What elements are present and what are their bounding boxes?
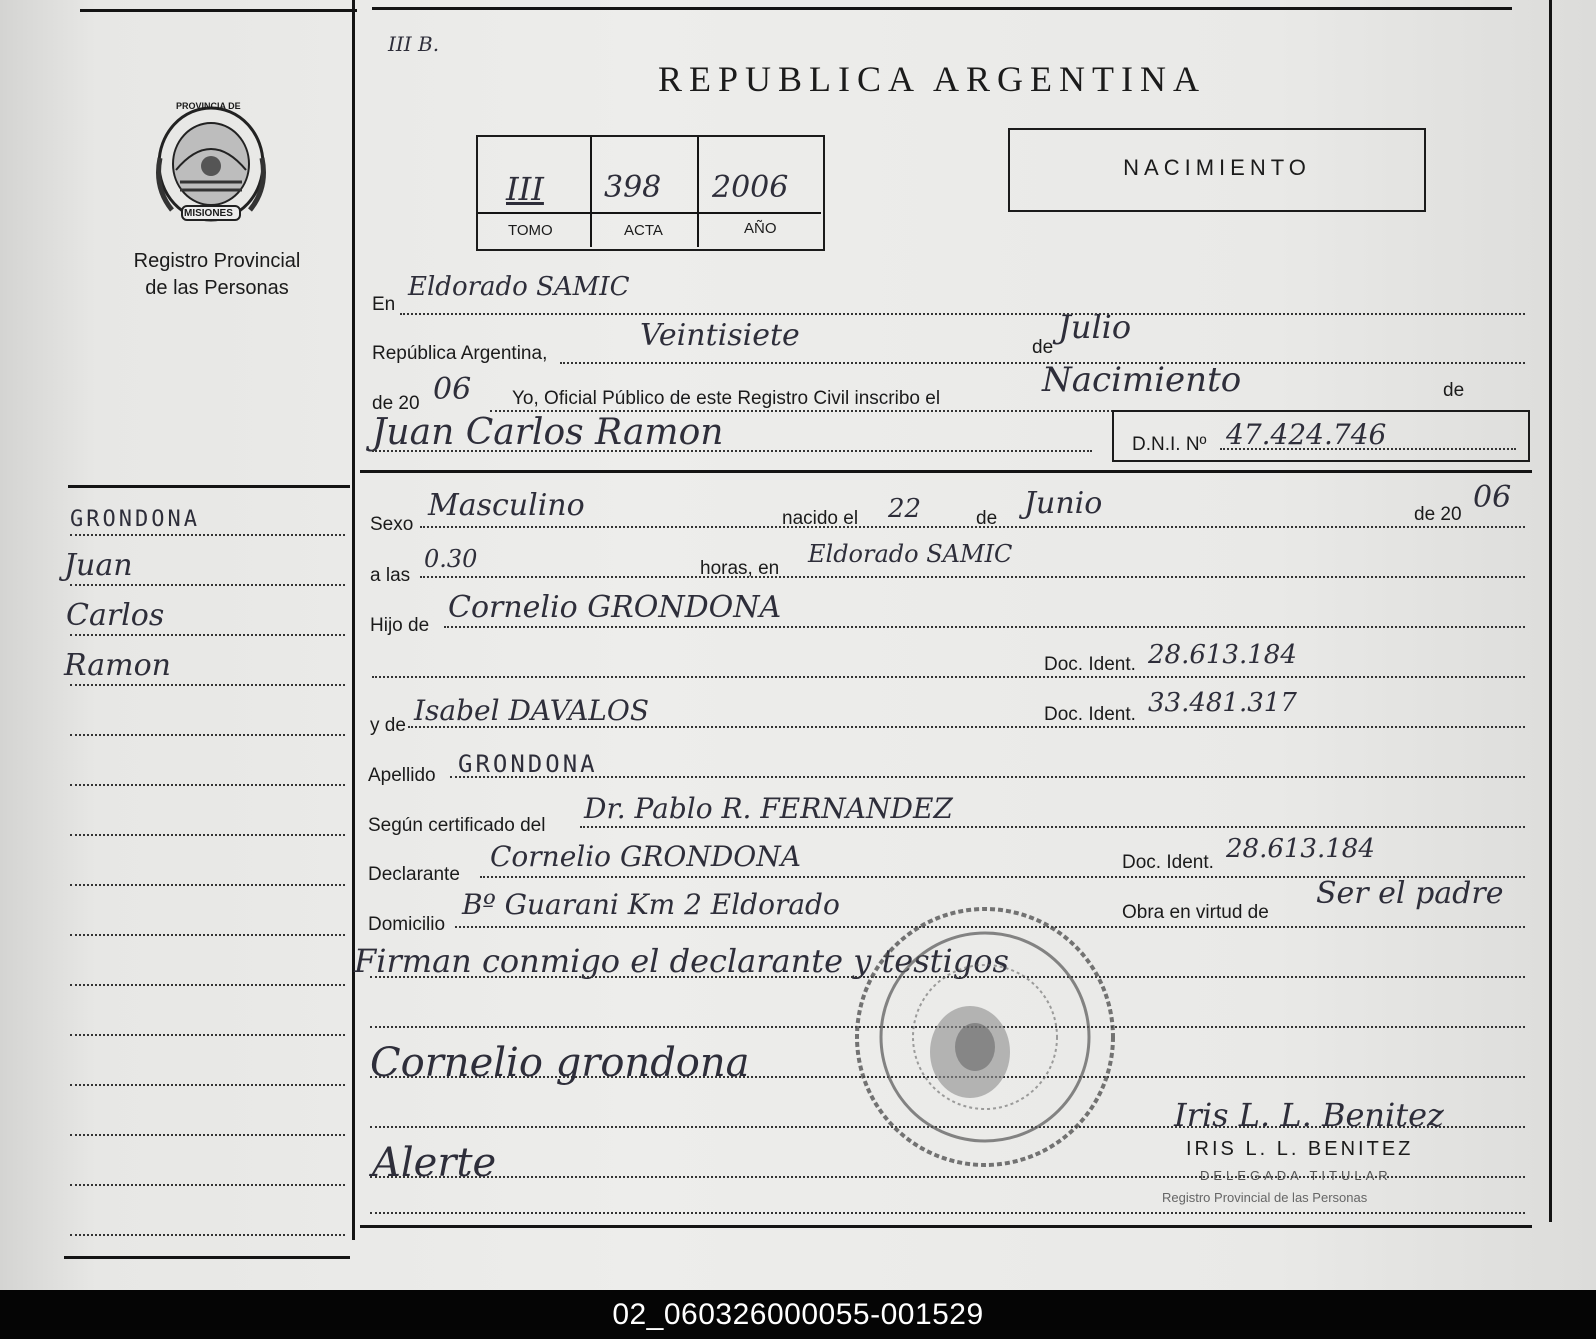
sexo-line — [420, 526, 1525, 528]
official-signature: Iris L. L. Benitez — [1174, 1096, 1444, 1134]
margin-line-7 — [70, 834, 345, 836]
alas-value: 0.30 — [424, 545, 478, 573]
anio-suffix: 06 — [433, 372, 472, 407]
de-label-1: de — [1032, 337, 1054, 358]
segun-label: Según certificado del — [368, 815, 546, 836]
margin-line-10 — [70, 984, 345, 986]
apellido-line — [450, 776, 1525, 778]
dia-value: Veintisiete — [640, 318, 800, 353]
doc-ident-label-1: Doc. Ident. — [1044, 654, 1136, 675]
nombre-value: Juan Carlos Ramon — [372, 412, 724, 453]
margin-line-2 — [70, 584, 345, 586]
anio-label: AÑO — [744, 220, 777, 237]
oficial-text: Yo, Oficial Público de este Registro Civil inscribo el — [512, 388, 941, 409]
obra-value: Ser el padre — [1316, 876, 1504, 911]
acta-value: 398 — [604, 170, 662, 205]
right-border — [1549, 0, 1552, 1222]
margin-line-11 — [70, 1034, 345, 1036]
segun-value: Dr. Pablo R. FERNANDEZ — [584, 792, 953, 825]
seal-text-bottom: MISIONES — [184, 208, 233, 219]
padre-doc-line — [372, 676, 1525, 678]
nombre-line — [372, 450, 1092, 452]
doc-ident-label-3: Doc. Ident. — [1122, 852, 1214, 873]
official-office: Registro Provincial de las Personas — [1162, 1190, 1368, 1205]
declarant-signature: Cornelio grondona — [370, 1040, 750, 1086]
domicilio-value: Bº Guarani Km 2 Eldorado — [462, 888, 840, 921]
left-mid-rule — [68, 485, 350, 488]
margin-line-5 — [70, 734, 345, 736]
acto-value: Nacimiento — [1042, 360, 1242, 400]
registry-name-line1: Registro Provincial — [133, 250, 301, 272]
padre-value: Cornelio GRONDONA — [448, 590, 782, 625]
bottom-right-rule — [360, 1225, 1532, 1228]
main-divider — [352, 0, 355, 1240]
en-label: En — [372, 294, 396, 315]
segun-line — [580, 826, 1525, 828]
blank-line-5 — [370, 1212, 1525, 1214]
obra-label: Obra en virtud de — [1122, 902, 1269, 923]
witness-signature: Alerte — [372, 1140, 497, 1186]
anio-value: 2006 — [712, 170, 789, 205]
margin-name-2: Carlos — [66, 598, 165, 633]
bottom-left-rule — [64, 1256, 350, 1259]
anio-prefix: de 20 — [372, 393, 420, 414]
right-mid-rule — [360, 470, 1532, 473]
madre-doc: 33.481.317 — [1148, 688, 1297, 718]
declarante-value: Cornelio GRONDONA — [490, 840, 801, 873]
de-label-2: de — [1443, 380, 1465, 401]
top-left-rule — [80, 9, 357, 12]
alas-line — [420, 576, 1525, 578]
apellido-label: Apellido — [368, 765, 436, 786]
hijo-line — [444, 626, 1525, 628]
margin-line-6 — [70, 784, 345, 786]
yde-label: y de — [370, 715, 406, 736]
madre-value: Isabel DAVALOS — [414, 694, 650, 727]
record-box-sep2 — [697, 137, 699, 247]
margin-line-1 — [70, 534, 345, 536]
hijo-label: Hijo de — [370, 615, 430, 636]
margin-name-3: Ramon — [64, 648, 171, 683]
margin-line-15 — [70, 1234, 345, 1236]
mes-value: Julio — [1058, 308, 1132, 346]
nacido-label: nacido el — [782, 508, 859, 529]
margin-line-13 — [70, 1134, 345, 1136]
padre-doc: 28.613.184 — [1148, 640, 1297, 670]
firman-text: Firman conmigo el declarante y testigos — [354, 942, 1009, 980]
horas-label: horas, en — [700, 558, 780, 579]
nacido-dia: 22 — [888, 494, 922, 524]
acta-label: ACTA — [624, 222, 663, 239]
margin-line-3 — [70, 634, 345, 636]
margin-line-8 — [70, 884, 345, 886]
page-mark: III B. — [388, 32, 440, 56]
seal-text-top: PROVINCIA DE — [176, 101, 241, 111]
dni-label: D.N.I. Nº — [1132, 434, 1207, 455]
scan-id-footer: 02_060326000055-001529 — [0, 1290, 1596, 1339]
nacido-anio-suffix: 06 — [1473, 480, 1512, 515]
margin-line-9 — [70, 934, 345, 936]
dni-value: 47.424.746 — [1226, 418, 1387, 451]
domicilio-label: Domicilio — [368, 914, 446, 935]
apellido-value: GRONDONA — [458, 750, 598, 778]
margin-line-12 — [70, 1084, 345, 1086]
margin-line-14 — [70, 1184, 345, 1186]
nacido-mes: Junio — [1024, 486, 1103, 521]
margin-name-1: Juan — [64, 548, 133, 583]
official-name: IRIS L. L. BENITEZ — [1186, 1138, 1414, 1160]
top-right-rule — [372, 7, 1512, 10]
tomo-value: III — [506, 170, 544, 208]
en-line — [400, 313, 1525, 315]
republica-label: República Argentina, — [372, 343, 548, 364]
record-box-hline — [478, 212, 821, 214]
margin-line-4 — [70, 684, 345, 686]
de-label-3: de — [976, 508, 998, 529]
dni-line — [1220, 448, 1516, 450]
official-round-stamp — [850, 902, 1120, 1172]
doc-ident-label-2: Doc. Ident. — [1044, 704, 1136, 725]
en-value: Eldorado SAMIC — [408, 272, 630, 302]
tomo-label: TOMO — [508, 222, 553, 239]
nacido-anio-prefix: de 20 — [1414, 504, 1462, 525]
country-title: REPUBLICA ARGENTINA — [658, 59, 1207, 99]
declarante-doc: 28.613.184 — [1226, 834, 1375, 864]
registry-name-line2: de las Personas — [145, 277, 289, 299]
record-type: NACIMIENTO — [1123, 155, 1311, 180]
yde-line — [408, 726, 1525, 728]
sexo-value: Masculino — [428, 488, 585, 523]
record-box-sep1 — [590, 137, 592, 247]
official-role: DELEGADA TITULAR — [1200, 1168, 1392, 1183]
horas-lugar: Eldorado SAMIC — [808, 540, 1013, 568]
margin-name-surname: GRONDONA — [70, 507, 200, 532]
alas-label: a las — [370, 565, 411, 586]
sexo-label: Sexo — [370, 514, 414, 535]
declarante-label: Declarante — [368, 864, 460, 885]
